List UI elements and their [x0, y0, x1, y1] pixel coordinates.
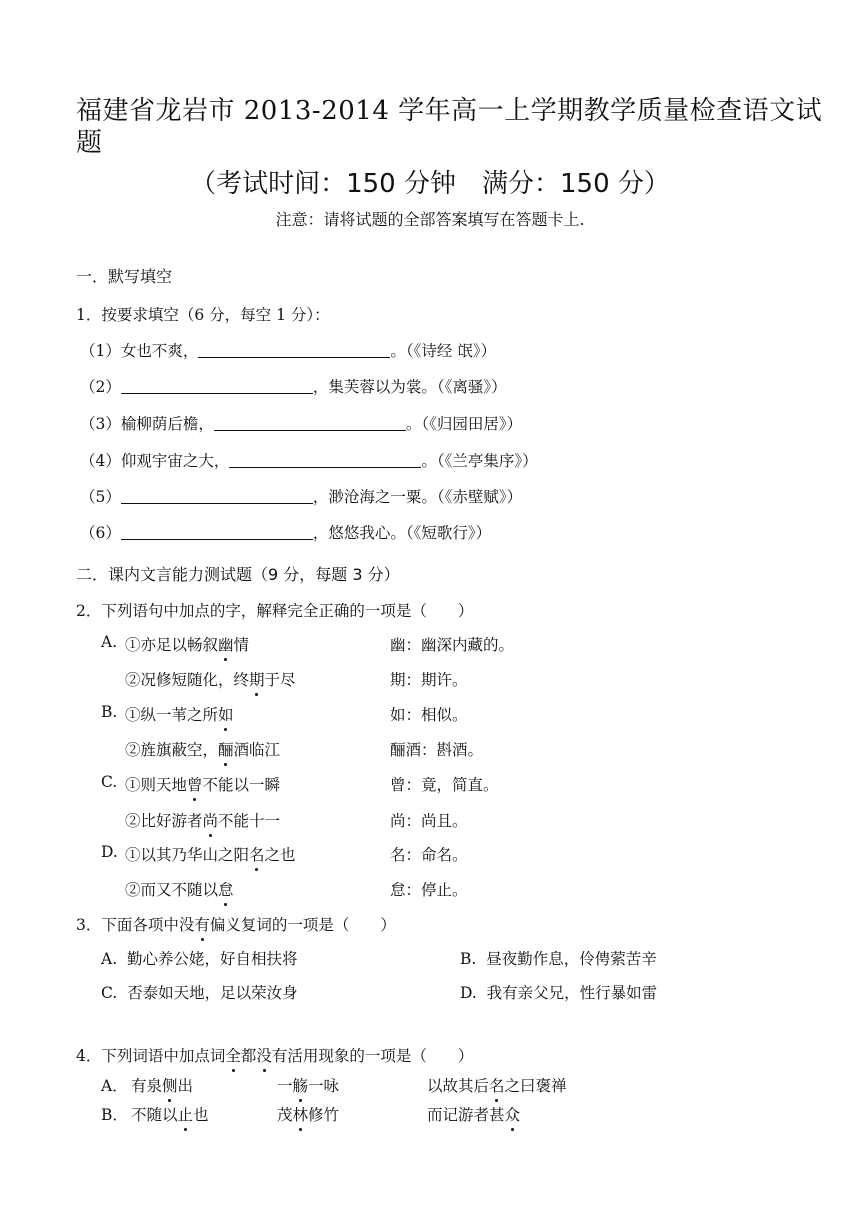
- q2-sentence: ①纵一苇之所如: [125, 703, 234, 725]
- q4-option-a-label: A．: [101, 1077, 128, 1095]
- question-1-stem: 1．按要求填空（6 分，每空 1 分）：: [76, 306, 330, 324]
- fill-item-5: （5） ，渺沧海之一粟。（《赤壁赋》）: [80, 488, 523, 506]
- q4-phrase: 有泉侧出: [131, 1074, 193, 1096]
- q4-option-b-label: B．: [101, 1106, 128, 1124]
- q2-sentence: ①亦足以畅叙幽情: [125, 633, 249, 655]
- section-heading-1: 一．默写填空: [76, 267, 173, 286]
- q4-phrase: 茂林修竹: [277, 1103, 339, 1125]
- question-4-stem: 4．下列词语中加点词全都没有活用现象的一项是（ ）: [76, 1044, 473, 1066]
- q4-phrase: 而记游者甚众: [427, 1103, 520, 1125]
- answer-blank: [121, 523, 313, 540]
- q4-phrase: 不随以止也: [131, 1103, 209, 1125]
- fill-item-4: （4）仰观宇宙之大， 。（《兰亭集序》）: [80, 452, 538, 470]
- question-3-stem: 3．下面各项中没有偏义复词的一项是（ ）: [76, 913, 396, 935]
- q2-option-d-label: D.: [101, 843, 118, 861]
- section-heading-2: 二．课内文言能力测试题（9 分，每题 3 分）: [76, 565, 400, 584]
- fill-item-1: （1）女也不爽， 。（《诗经 氓》）: [80, 342, 497, 360]
- q2-sentence: ①以其乃华山之阳名之也: [125, 843, 296, 865]
- q2-sentence: ②比好游者尚不能十一: [125, 809, 280, 831]
- answer-blank: [229, 451, 421, 468]
- q2-sentence: ②而又不随以怠: [125, 878, 234, 900]
- fill-item-3: （3）榆柳荫后檐， 。（《归园田居》）: [80, 415, 523, 433]
- fill-item-2: （2） ，集芙蓉以为裳。（《离骚》）: [80, 378, 507, 396]
- q2-explanation: 曾：竟，简直。: [390, 776, 499, 794]
- q4-phrase: 一觞一咏: [277, 1074, 339, 1096]
- q3-option-d: D. 我有亲父兄，性行暴如雷: [460, 984, 658, 1002]
- q2-option-b-label: B.: [101, 703, 118, 721]
- q2-explanation: 如：相似。: [390, 706, 468, 724]
- q2-explanation: 怠：停止。: [390, 881, 468, 899]
- q3-option-a: A. 勤心养公姥，好自相扶将: [101, 950, 298, 968]
- q3-option-c: C. 否泰如天地，足以荣汝身: [101, 984, 298, 1002]
- q2-explanation: 名：命名。: [390, 846, 468, 864]
- q2-explanation: 幽：幽深内藏的。: [390, 636, 515, 654]
- document-title-continued: 题: [76, 128, 103, 158]
- exam-info: （考试时间：150 分钟 满分：150 分）: [190, 169, 670, 199]
- q2-sentence: ①则天地曾不能以一瞬: [125, 773, 280, 795]
- q2-option-c-label: C.: [101, 773, 118, 791]
- question-2-stem: 2．下列语句中加点的字，解释完全正确的一项是（ ）: [76, 602, 474, 620]
- document-title: 福建省龙岩市 2013-2014 学年高一上学期教学质量检查语文试: [76, 96, 823, 126]
- answer-blank: [121, 377, 313, 394]
- fill-item-6: （6） ，悠悠我心。（《短歌行》）: [80, 524, 492, 542]
- q2-explanation: 酾酒：斟酒。: [390, 741, 484, 759]
- notice: 注意：请将试题的全部答案填写在答题卡上.: [275, 210, 585, 229]
- q4-phrase: 以故其后名之曰褒禅: [427, 1074, 567, 1096]
- q2-option-a-label: A.: [101, 633, 118, 651]
- q2-explanation: 期：期许。: [390, 671, 468, 689]
- q3-option-b: B. 昼夜勤作息，伶俜萦苦辛: [460, 950, 657, 968]
- answer-blank: [198, 341, 390, 358]
- answer-blank: [121, 487, 313, 504]
- q2-sentence: ②旌旗蔽空，酾酒临江: [125, 738, 280, 760]
- q2-explanation: 尚：尚且。: [390, 812, 468, 830]
- q2-sentence: ②况修短随化，终期于尽: [125, 668, 296, 690]
- answer-blank: [214, 414, 406, 431]
